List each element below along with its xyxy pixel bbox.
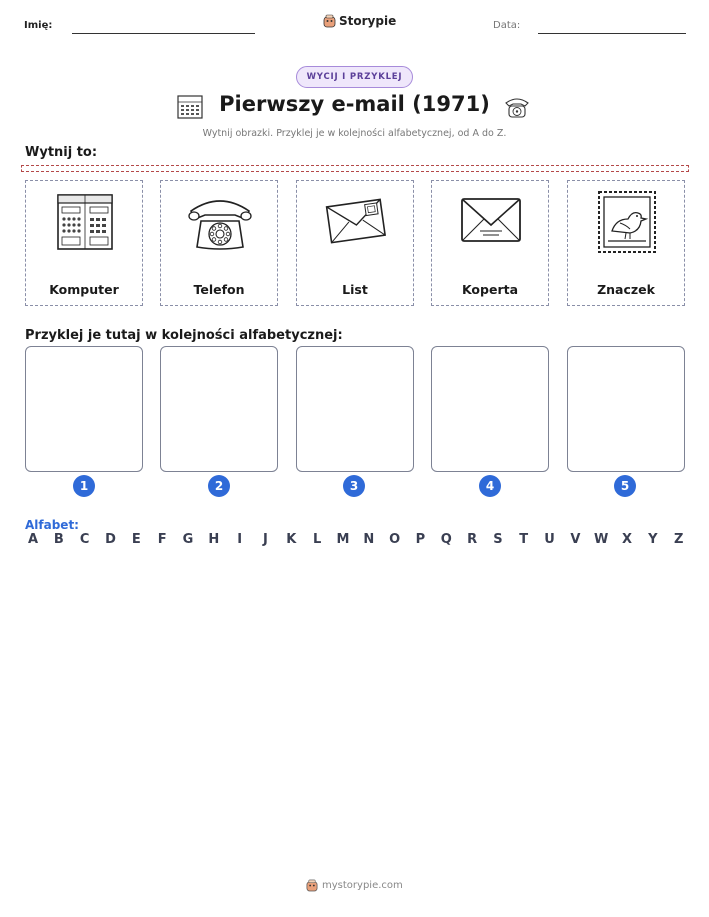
telephone-icon: [185, 189, 255, 255]
footer: [306, 879, 403, 892]
alphabet-letter: E: [131, 532, 141, 547]
cut-card-koperta[interactable]: [431, 180, 549, 306]
alphabet-letter: K: [286, 532, 297, 547]
computer-icon: [50, 189, 120, 255]
alphabet-letter: T: [519, 532, 529, 547]
footer-website[interactable]: mystorypie.com: [322, 880, 403, 891]
instructions-text: Wytnij obrazki. Przyklej je w kolejności alfabetycznej, od A do Z.: [202, 128, 507, 139]
date-field-line[interactable]: [538, 33, 686, 34]
storypie-mascot-icon: [323, 14, 336, 28]
alphabet-letter: D: [105, 532, 116, 547]
telephone-icon: [503, 94, 531, 120]
alphabet-row: [24, 532, 688, 547]
alphabet-letter: O: [389, 532, 401, 547]
card-label: Telefon: [193, 282, 245, 297]
alphabet-letter: V: [570, 532, 581, 547]
alphabet-letter: I: [237, 532, 243, 547]
alphabet-letter: U: [544, 532, 555, 547]
alphabet-letter: R: [467, 532, 478, 547]
alphabet-letter: B: [53, 532, 64, 547]
alphabet-letter: Q: [440, 532, 452, 547]
page-title: Pierwszy e-mail (1971): [219, 92, 490, 116]
cut-card-list[interactable]: [296, 180, 414, 306]
slot-number-badge: 4: [479, 475, 501, 497]
alphabet-letter: Y: [648, 532, 658, 547]
card-label: List: [342, 282, 368, 297]
cut-card-znaczek[interactable]: [567, 180, 685, 306]
paste-box-2[interactable]: [160, 346, 278, 472]
card-label: Koperta: [461, 282, 519, 297]
slot-number-badge: 3: [343, 475, 365, 497]
alphabet-letter: N: [363, 532, 375, 547]
activity-badge: WYCIJ I PRZYKLEJ: [296, 66, 413, 88]
name-label: Imię:: [24, 20, 53, 31]
alphabet-letter: A: [27, 532, 39, 547]
alphabet-letter: P: [415, 532, 426, 547]
alphabet-letter: L: [312, 532, 322, 547]
alphabet-letter: J: [263, 532, 268, 547]
alphabet-letter: M: [336, 532, 350, 547]
slot-number-badge: 2: [208, 475, 230, 497]
cut-section-heading: Wytnij to:: [25, 145, 98, 160]
paste-box-1[interactable]: [25, 346, 143, 472]
alphabet-label: Alfabet:: [25, 518, 79, 532]
alphabet-letter: F: [157, 532, 167, 547]
date-label: Data:: [493, 20, 521, 31]
name-field-line[interactable]: [72, 33, 255, 34]
alphabet-letter: G: [182, 532, 194, 547]
alphabet-letter: H: [208, 532, 220, 547]
slot-number-badge: 1: [73, 475, 95, 497]
alphabet-letter: W: [594, 532, 609, 547]
alphabet-letter: S: [493, 532, 503, 547]
cut-card-komputer[interactable]: [25, 180, 143, 306]
cut-card-telefon[interactable]: [160, 180, 278, 306]
envelope-icon: [456, 189, 526, 255]
slot-number-badge: 5: [614, 475, 636, 497]
brand-logo: [323, 14, 396, 28]
paste-box-5[interactable]: [567, 346, 685, 472]
card-label: Komputer: [49, 282, 119, 297]
alphabet-letter: C: [79, 532, 90, 547]
card-label: Znaczek: [597, 282, 655, 297]
paste-box-3[interactable]: [296, 346, 414, 472]
brand-name: Storypie: [339, 14, 397, 28]
alphabet-letter: X: [622, 532, 633, 547]
storypie-mascot-icon: [306, 879, 318, 892]
alphabet-letter: Z: [673, 532, 684, 547]
cut-line: [21, 165, 689, 172]
stamp-icon: [592, 189, 662, 255]
paste-box-4[interactable]: [431, 346, 549, 472]
letter-icon: [321, 189, 391, 255]
paste-section-heading: Przyklej je tutaj w kolejności alfabetycznej:: [25, 328, 343, 343]
